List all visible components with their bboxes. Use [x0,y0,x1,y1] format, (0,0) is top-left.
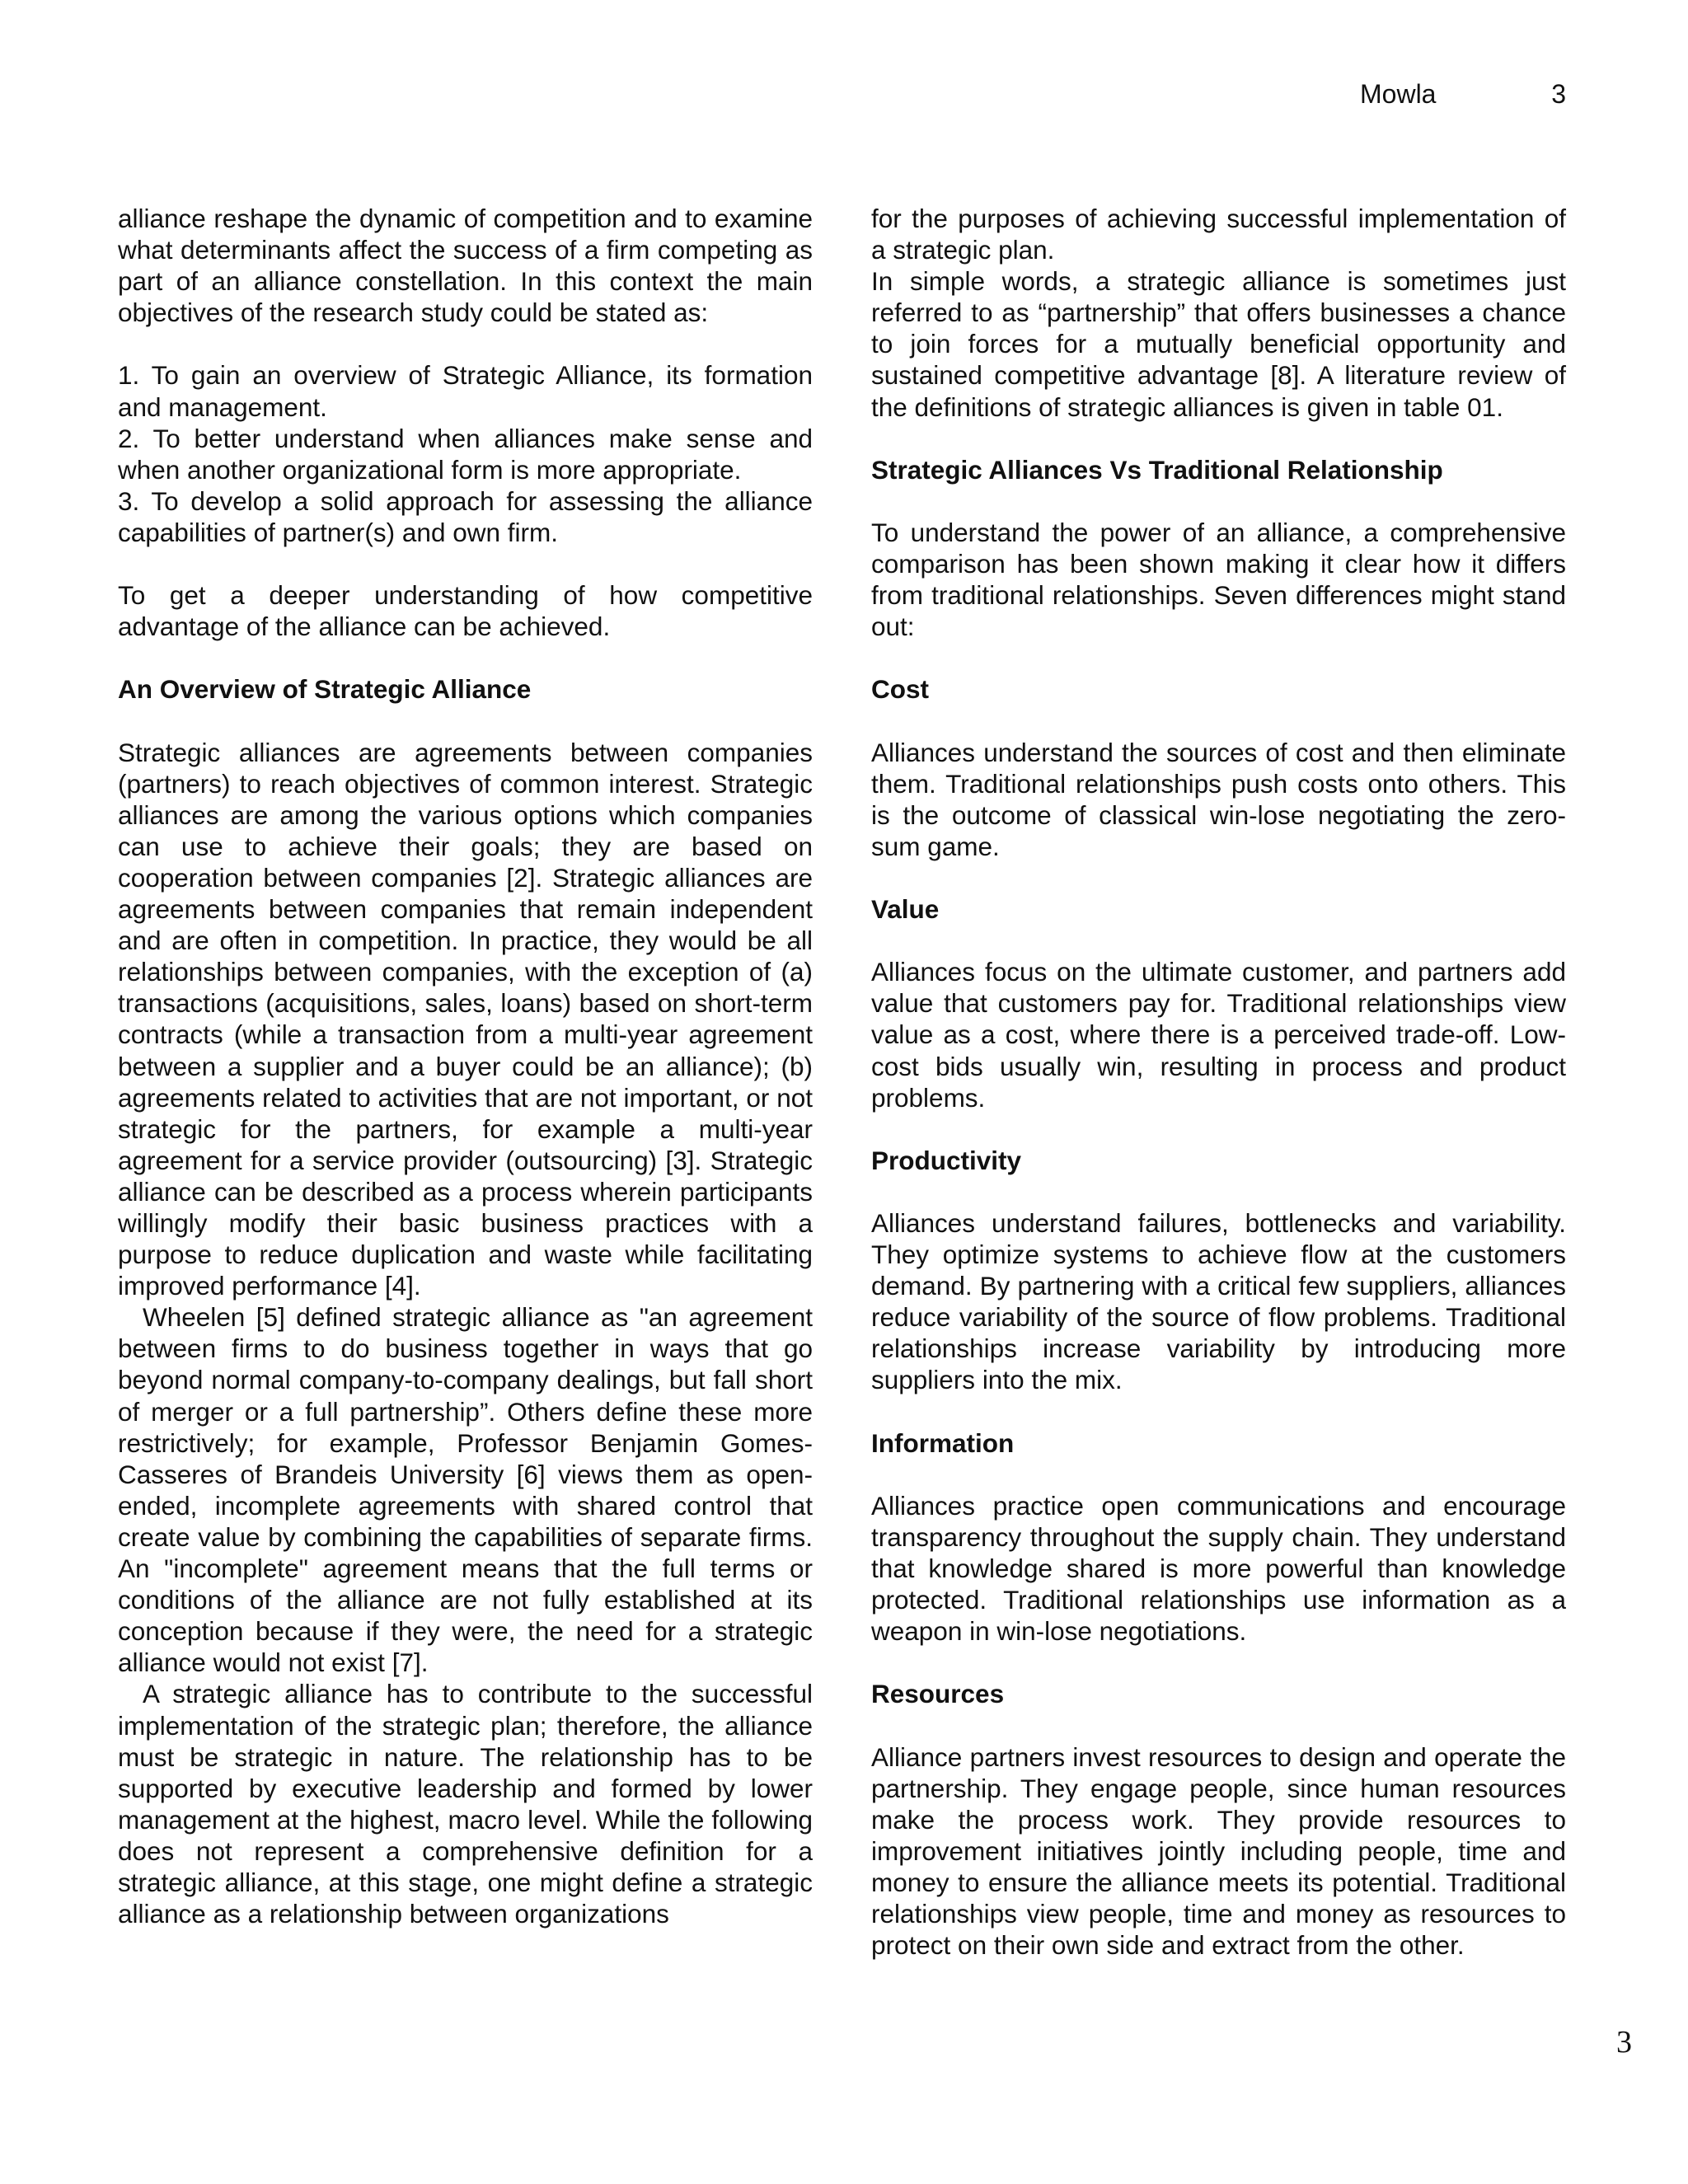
simple-words-paragraph: In simple words, a strategic alliance is sometimes just referred to as “partnership” that offers businesses a chance to join forces for a mutually beneficial opportunity and sustained competitive advantage [8]. A literature review of the definitions of strategic alliances is given in table 01. [871,266,1566,422]
overview-paragraph: A strategic alliance has to contribute to the successful implementation of the strategic plan; therefore, the alliance must be strategic in nature. The relationship has to be supported by executive leadership and formed by lower management at the highest, macro level. While the following does not represent a comprehensive definition for a strategic alliance, at this stage, one might define a strategic alliance as a relationship between organizations [118,1679,813,1929]
objective-item: 3. To develop a solid approach for assessing the alliance capabilities of partner(s) and own firm. [118,485,813,547]
right-column [871,203,1566,1961]
overview-paragraph: Strategic alliances are agreements between companies (partners) to reach objectives of common interest. Strategic alliances are among the various options which companies can use to achieve their goals; they are based on cooperation between companies [2]. Strategic alliances are agreements between companies that remain independent and are often in competition. In practice, they would be all relationships between companies, with the exception of (a) transactions (acquisitions, sales, loans) based on short-term contracts (while a transaction from a multi-year agreement between a supplier and a buyer could be an alliance); (b) agreements related to activities that are not important, or not strategic for the partners, for example a multi-year agreement for a service provider (outsourcing) [3]. Strategic alliance can be described as a process wherein participants willingly modify their basic business practices with a purpose to reduce duplication and waste while facilitating improved performance [4]. [118,737,813,1301]
subheading-cost: Cost [871,674,929,705]
subheading-resources: Resources [871,1679,1005,1709]
subheading-productivity: Productivity [871,1145,1022,1175]
section-heading-vs: Strategic Alliances Vs Traditional Relationship [871,454,1443,485]
cost-paragraph: Alliances understand the sources of cost and then eliminate them. Traditional relationships push costs onto others. This is the outcome of classical win-lose negotiating the zero-sum game. [871,737,1566,861]
resources-paragraph: Alliance partners invest resources to design and operate the partnership. They engage people, since human resources make the process work. They provide resources to improvement initiatives jointly including people, time and money to ensure the alliance meets its potential. Traditional relationships view people, time and money as resources to protect on their own side and extract from the other. [871,1741,1566,1961]
running-header [1352,79,1566,115]
left-column [118,203,813,1929]
value-paragraph: Alliances focus on the ultimate customer, and partners add value that customers pay for. Traditional relationships view value as a cost, where there is a perceived trade-off. Low-cost bids usually win, resulting in process and product problems. [871,957,1566,1113]
header-page-number: 3 [1551,79,1566,109]
intro-paragraph: alliance reshape the dynamic of competition and to examine what determinants affect the success of a firm competing as part of an alliance constellation. In this context the main objectives of the research study could be stated as: [118,204,813,328]
objective-item: 2. To better understand when alliances make sense and when another organizational form is more appropriate. [118,423,813,485]
continuation-paragraph: for the purposes of achieving successful implementation of a strategic plan. [871,204,1566,265]
section-heading-overview: An Overview of Strategic Alliance [118,674,532,705]
overview-paragraph: Wheelen [5] defined strategic alliance as "an agreement between firms to do business together in ways that go beyond normal company-to-company dealings, but fall short of merger or a full partnership”. Others define these more restrictively; for example, Professor Benjamin Gomes-Casseres of Brandeis University [6] views them as open-ended, incomplete agreements with shared control that create value by combining the capabilities of separate firms. An "incomplete" agreement means that the full terms or conditions of the alliance are not fully established at its conception because if they were, the need for a strategic alliance would not exist [7]. [118,1302,813,1678]
deeper-paragraph: To get a deeper understanding of how competitive advantage of the alliance can be achieved. [118,580,813,642]
footer-page-number: 3 [1616,2025,1632,2060]
vs-intro-paragraph: To understand the power of an alliance, a comprehensive comparison has been shown making it clear how it differs from traditional relationships. Seven differences might stand out: [871,517,1566,642]
objective-item: 1. To gain an overview of Strategic Alliance, its formation and management. [118,360,813,422]
productivity-paragraph: Alliances understand failures, bottlenecks and variability. They optimize systems to achieve flow at the customers demand. By partnering with a critical few suppliers, alliances reduce variability of the source of flow problems. Traditional relationships increase variability by introducing more suppliers into the mix. [871,1208,1566,1395]
subheading-information: Information [871,1427,1015,1458]
header-author: Mowla [1360,79,1437,109]
information-paragraph: Alliances practice open communications and encourage transparency throughout the supply chain. They understand that knowledge shared is more powerful than knowledge protected. Traditional relationships use information as a weapon in win-lose negotiations. [871,1490,1566,1647]
subheading-value: Value [871,894,940,925]
